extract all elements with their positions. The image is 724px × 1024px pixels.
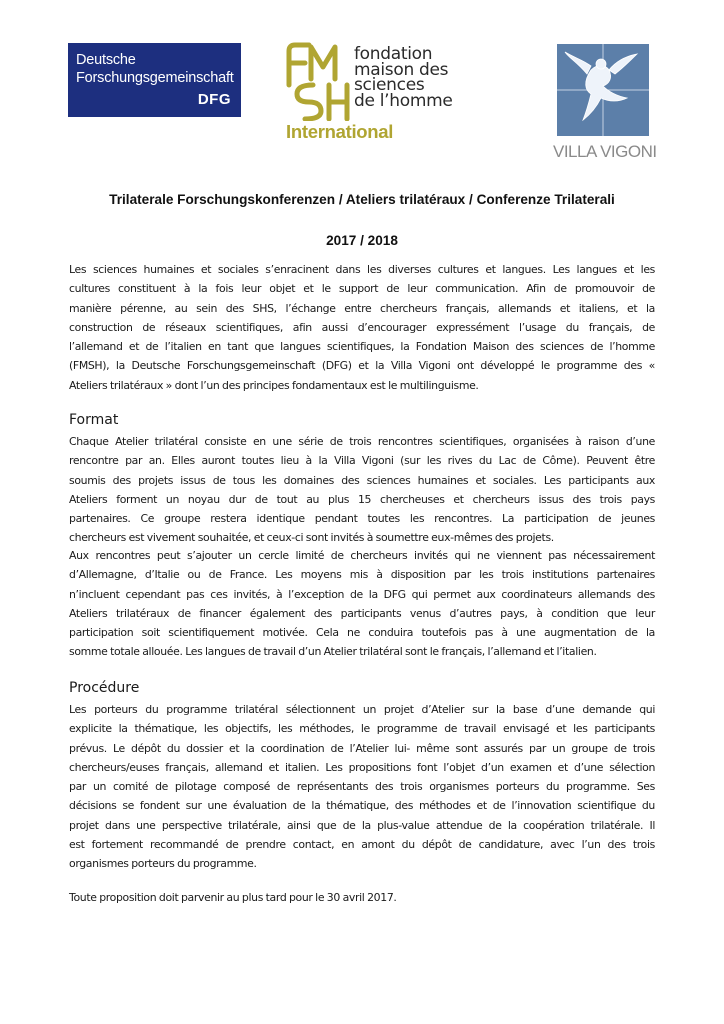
format-heading: Format [69,412,119,428]
villa-vigoni-logo [551,42,659,162]
text-line: Chaque Atelier trilatéral consiste en une série de trois rencontres scientifiques, organisées à raison d’une [69,435,655,448]
text-line: projet dans une perspective trilatérale, ainsi que de la plus-value attendue de la coopération trilatérale. Il [69,818,655,832]
villa-vigoni-name: VILLA VIGONI [553,142,657,161]
text-line: participation soit scientifiquement motivée. Cela ne conduira toutefois pas à une augmentation de la [69,626,655,640]
fmsh-logo-line: de l’homme [354,90,453,111]
text-line: rencontre par an. Elles auront toutes lieu à la Villa Vigoni (sur les rives du Lac de Côme). Peuvent être [69,454,655,468]
text-line: chercheurs est vivement souhaitée, et ceux-ci sont invités à soumettre eux-mêmes des projets. [69,531,554,545]
text-line: cultures constituent à la fois leur objet et le support de leur communication. Afin de promouvoir de [69,282,655,296]
document-title: Trilaterale Forschungskonferenzen / Ateliers trilatéraux / Conferenze Trilaterali [109,192,615,207]
text-line: chercheurs/euses français, allemand et italien. Les propositions font l’objet d’un examen et d’une sélection [69,760,655,774]
text-line: l’allemand et de l’italien en tant que langues scientifiques, la Fondation Maison des sciences de l’homme [69,340,655,354]
format-paragraph-1 [69,432,655,548]
text-line: construction de réseaux scientifiques, afin aussi d’encourager expressément l’usage du français, de [69,320,655,334]
fmsh-monogram-icon [283,41,353,121]
text-line: manière pérenne, au sein des SHS, l’échange entre chercheurs français, allemands et italiens, et la [69,301,655,315]
fmsh-logo [283,41,453,151]
text-line: Ateliers forment un noyau dur de tout au plus 15 chercheuses et chercheurs issus des trois pays [69,492,655,506]
text-line: Ateliers trilatéraux » dont l’un des principes fondamentaux est le multilinguisme. [69,378,479,392]
deadline-paragraph [69,888,655,907]
text-line: Les porteurs du programme trilatéral sélectionnent un projet d’Atelier sur la base d’une demande qui [69,703,655,716]
document-year: 2017 / 2018 [326,233,398,248]
dfg-logo-mark: DFG [197,91,231,108]
villa-vigoni-emblem [557,44,649,136]
intro-paragraph [69,260,655,395]
text-line: Les sciences humaines et sociales s’enracinent dans les diverses cultures et langues. Les langues et les [69,263,655,276]
text-line: Aux rencontres peut s’ajouter un cercle limité de chercheurs invités qui ne viennent pas nécessairement [69,549,655,562]
dfg-logo-line2: Forschungsgemeinschaft [76,70,234,86]
text-line: décisions se fondent sur une évaluation de la thématique, des méthodes et de l’innovation scientifique du [69,799,655,813]
deadline-text: Toute proposition doit parvenir au plus tard pour le 30 avril 2017. [69,891,397,904]
fmsh-logo-international: International [286,121,394,142]
procedure-paragraph [69,700,655,874]
text-line: soumis des projets issus de tous les domaines des sciences humaines et sociales. Les participants aux [69,473,655,487]
fmsh-logo-line: maison des [354,59,449,80]
procedure-heading: Procédure [69,680,140,696]
text-line: Ateliers trilatéraux de financer également des participants venus d’autres pays, à condition que leur [69,606,655,620]
text-line: somme totale allouée. Les langues de travail d’un Atelier trilatéral sont le français, l’allemand et l’italien. [69,645,597,659]
text-line: n’incluent cependant pas ces invités, à l’exception de la DFG qui permet aux coordinateurs allemands des [69,587,655,601]
text-line: (FMSH), la Deutsche Forschungsgemeinschaft (DFG) et la Villa Vigoni ont développé le programme des « [69,359,655,373]
text-line: explicite la thématique, les objectifs, les méthodes, le programme de travail envisagé et les participants [69,722,655,736]
text-line: partenaires. Ce groupe restera identique pendant toutes les rencontres. La participation de jeunes [69,512,655,526]
text-line: prévus. Le dépôt du dossier et la coordination de l’Atelier lui- même sont assurés par un groupe de trois [69,741,655,755]
fmsh-logo-line: fondation [354,44,433,64]
text-line: est fortement recommandé de prendre contact, en amont du dépôt de candidature, avec l’un des trois [69,838,655,852]
text-line: par un comité de pilotage composé de représentants des trois organismes porteurs du programme. Ses [69,780,655,794]
text-line: organismes porteurs du programme. [69,857,257,871]
text-line: d’Allemagne, d’Italie ou de France. Les moyens mis à disposition par les trois institutions partenaires [69,568,655,582]
dfg-logo [68,43,241,117]
fmsh-logo-text [354,44,453,111]
angel-icon [557,44,649,136]
format-paragraph-2 [69,546,655,662]
dfg-logo-line1: Deutsche [76,52,136,68]
fmsh-logo-line: sciences [354,75,425,95]
